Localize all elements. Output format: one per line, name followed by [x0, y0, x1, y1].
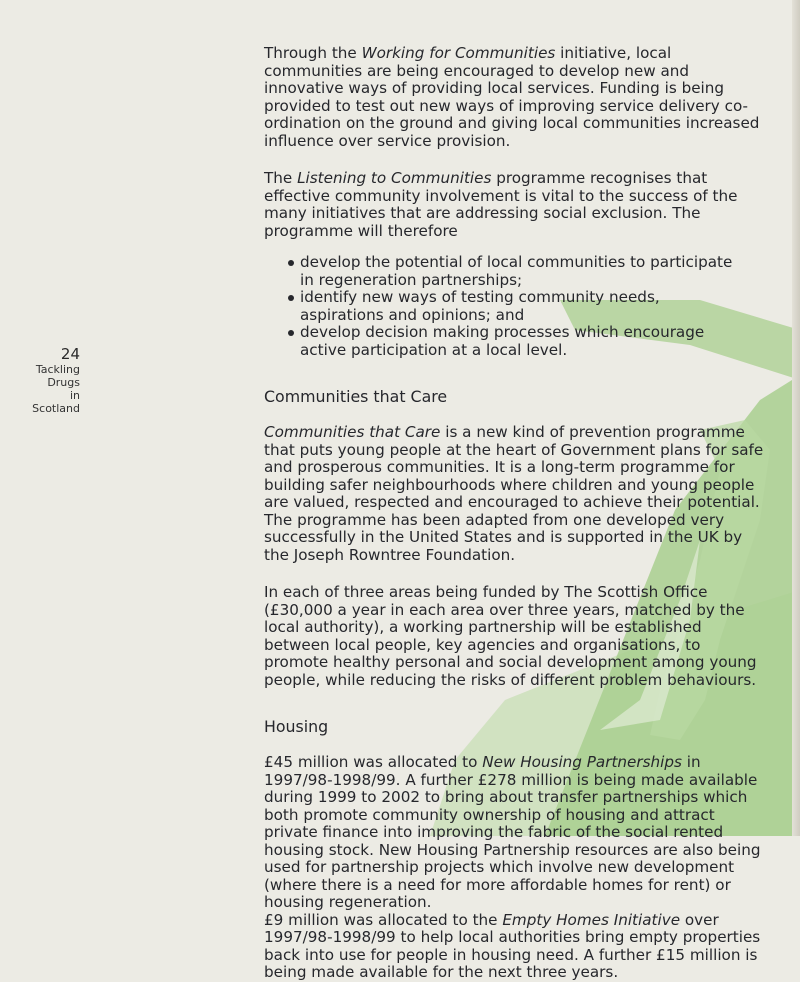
communities-paragraph-1: Communities that Care is a new kind of prevention programme that puts young people at the heart of Government plans for safe and prosperous communities. It is a long-term programme for building safer neighbourhoods where children and young people are valued, respected and encouraged to achieve their potential. The programme has been adapted from one developed very successfully in the United States and is supported in the UK by the Joseph Rowntree Foundation.: [264, 423, 764, 564]
list-item: identify new ways of testing community needs, aspirations and opinions; and: [288, 289, 740, 324]
page-sidebar: [20, 345, 80, 415]
intro-paragraph-working-for-communities: Through the Working for Communities initiative, local communities are being encouraged to develop new and innovative ways of providing local services. Funding is being provided to test out new ways of improving service delivery co-ordination on the ground and giving local communities increased influence over service provision.: [264, 44, 760, 150]
page-number: 24: [60, 345, 80, 363]
intro-paragraph-listening-to-communities: The Listening to Communities programme recognises that effective community involvement is vital to the success of the many initiatives that are addressing social exclusion. The programme will therefore: [264, 169, 738, 240]
running-title-line-1: Tackling Drugs: [35, 363, 80, 389]
running-title-line-2: in Scotland: [32, 389, 80, 415]
housing-paragraph-2: £9 million was allocated to the Empty Homes Initiative over 1997/98-1998/99 to help local authorities bring empty properties back into use for people in housing need. A further £15 million is being made available for the next three years.: [264, 910, 761, 981]
page-edge-shadow: [792, 0, 800, 836]
communities-paragraph-2: In each of three areas being funded by The Scottish Office (£30,000 a year in each area over three years, matched by the local authority), a working partnership will be established between local people, key agencies and organisations, to promote healthy personal and social development among young people, while reducing the risks of different problem behaviours.: [264, 583, 757, 689]
section-heading-housing: Housing: [264, 717, 329, 736]
housing-paragraph-1: £45 million was allocated to New Housing Partnerships in 1997/98-1998/99. A further £278 million is being made available during 1999 to 2002 to bring about transfer partnerships which both promote community ownership of housing and attract private finance into improving the fabric of the social rented housing stock. New Housing Partnership resources are also being used for partnership projects which involve new development (where there is a need for more affordable homes for rent) or housing regeneration.: [264, 753, 761, 911]
main-content: [264, 45, 764, 982]
list-item: develop decision making processes which encourage active participation at a local level.: [288, 324, 740, 359]
programme-aims-list: [264, 254, 740, 359]
list-item: develop the potential of local communities to participate in regeneration partnerships;: [288, 254, 740, 289]
section-heading-communities-that-care: Communities that Care: [264, 387, 448, 406]
